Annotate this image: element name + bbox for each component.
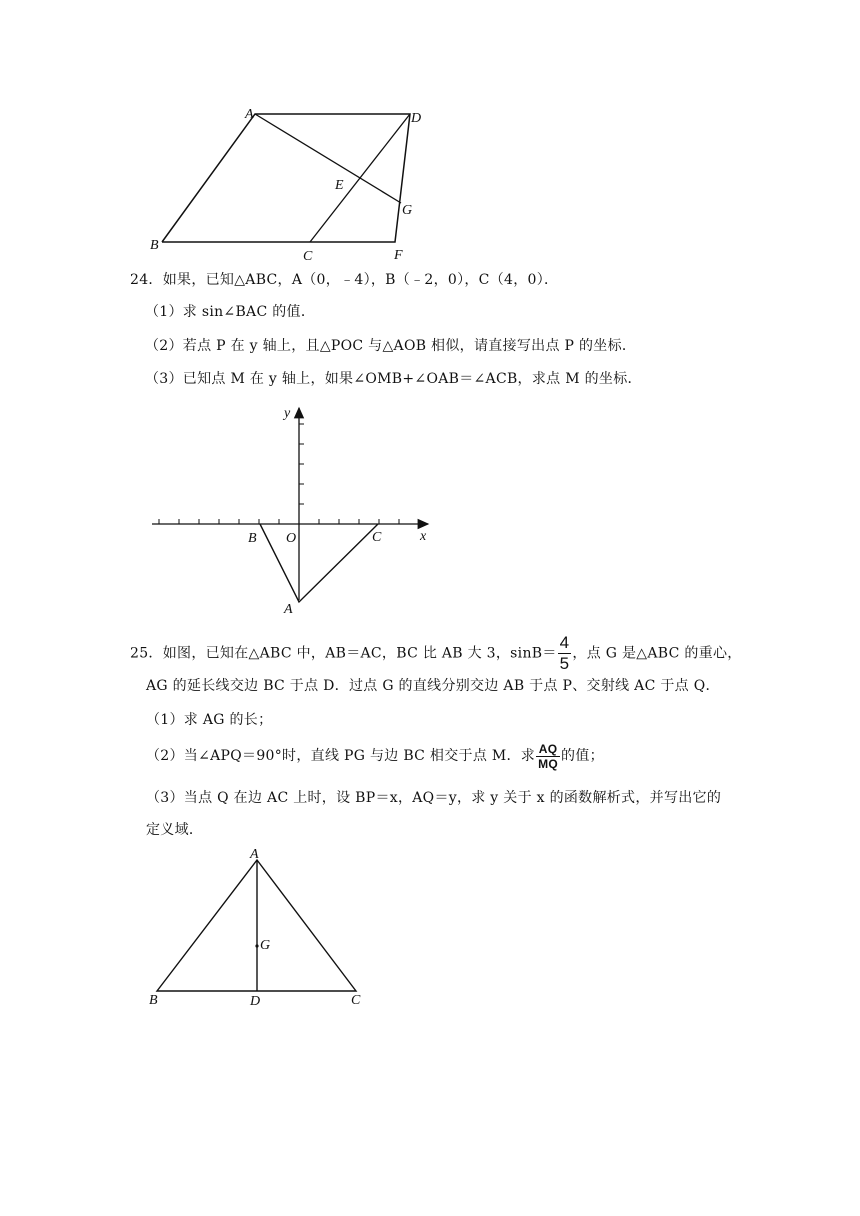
coordinate-figure (145, 400, 445, 615)
label-g: G (402, 203, 413, 218)
triangle-figure (140, 840, 380, 1015)
triangle-abc (260, 524, 378, 602)
label-f: F (394, 248, 403, 263)
q25-line1-after: ，点 G 是△ABC 的重心， (572, 645, 742, 662)
label-a: A (284, 602, 293, 617)
ratio-numerator: AQ (536, 742, 560, 757)
q25-part3-continued: 定义域． (146, 822, 204, 838)
label-b: B (150, 238, 159, 253)
point-g (255, 944, 258, 947)
segment-ag (255, 114, 401, 203)
sinb-fraction (558, 633, 572, 674)
q25-part2-before: （2）当∠APQ＝90°时，直线 PG 与边 BC 相交于点 M．求 (146, 748, 536, 764)
label-b: B (149, 993, 158, 1008)
label-a: A (250, 847, 259, 862)
q24-part3: （3）已知点 M 在 y 轴上，如果∠OMB+∠OAB＝∠ACB，求点 M 的坐标． (145, 371, 642, 387)
q25-part2-after: 的值； (561, 748, 604, 764)
label-c: C (372, 530, 382, 545)
label-y: y (284, 406, 291, 421)
label-x: x (420, 529, 427, 544)
q25-line2: AG 的延长线交边 BC 于点 D．过点 G 的直线分别交边 AB 于点 P、交射线 AC 于点 Q． (146, 678, 720, 694)
sinb-denominator: 5 (559, 654, 570, 673)
q25-part2 (146, 741, 604, 771)
segment-dc (310, 114, 413, 242)
sinb-numerator: 4 (559, 633, 570, 652)
q24-part1: （1）求 sin∠BAC 的值． (145, 304, 316, 320)
q25-part3: （3）当点 Q 在边 AC 上时，设 BP＝x，AQ＝y，求 y 关于 x 的函数解析式，并写出它的 (146, 790, 722, 806)
label-a: A (245, 107, 254, 122)
label-o: O (286, 531, 297, 546)
q24-stem: 24．如果，已知△ABC，A（0，﹣4），B（﹣2，0），C（4，0）． (130, 272, 559, 288)
label-d: D (250, 994, 261, 1009)
label-b: B (248, 531, 257, 546)
q24-part2: （2）若点 P 在 y 轴上，且△POC 与△AOB 相似，请直接写出点 P 的坐标． (145, 338, 637, 354)
label-c: C (303, 249, 313, 264)
label-c: C (351, 993, 361, 1008)
label-d: D (411, 111, 422, 126)
ratio-fraction (536, 742, 560, 771)
q25-line1-before: 25．如图，已知在△ABC 中，AB＝AC，BC 比 AB 大 3，sinB＝ (130, 645, 557, 662)
parallelogram-figure (140, 100, 440, 270)
y-ticks (299, 424, 304, 504)
q25-part1: （1）求 AG 的长； (146, 712, 273, 728)
label-e: E (335, 178, 344, 193)
ratio-denominator: MQ (538, 756, 559, 771)
x-ticks (159, 519, 399, 524)
q25-line1 (130, 633, 742, 674)
label-g: G (260, 938, 271, 953)
